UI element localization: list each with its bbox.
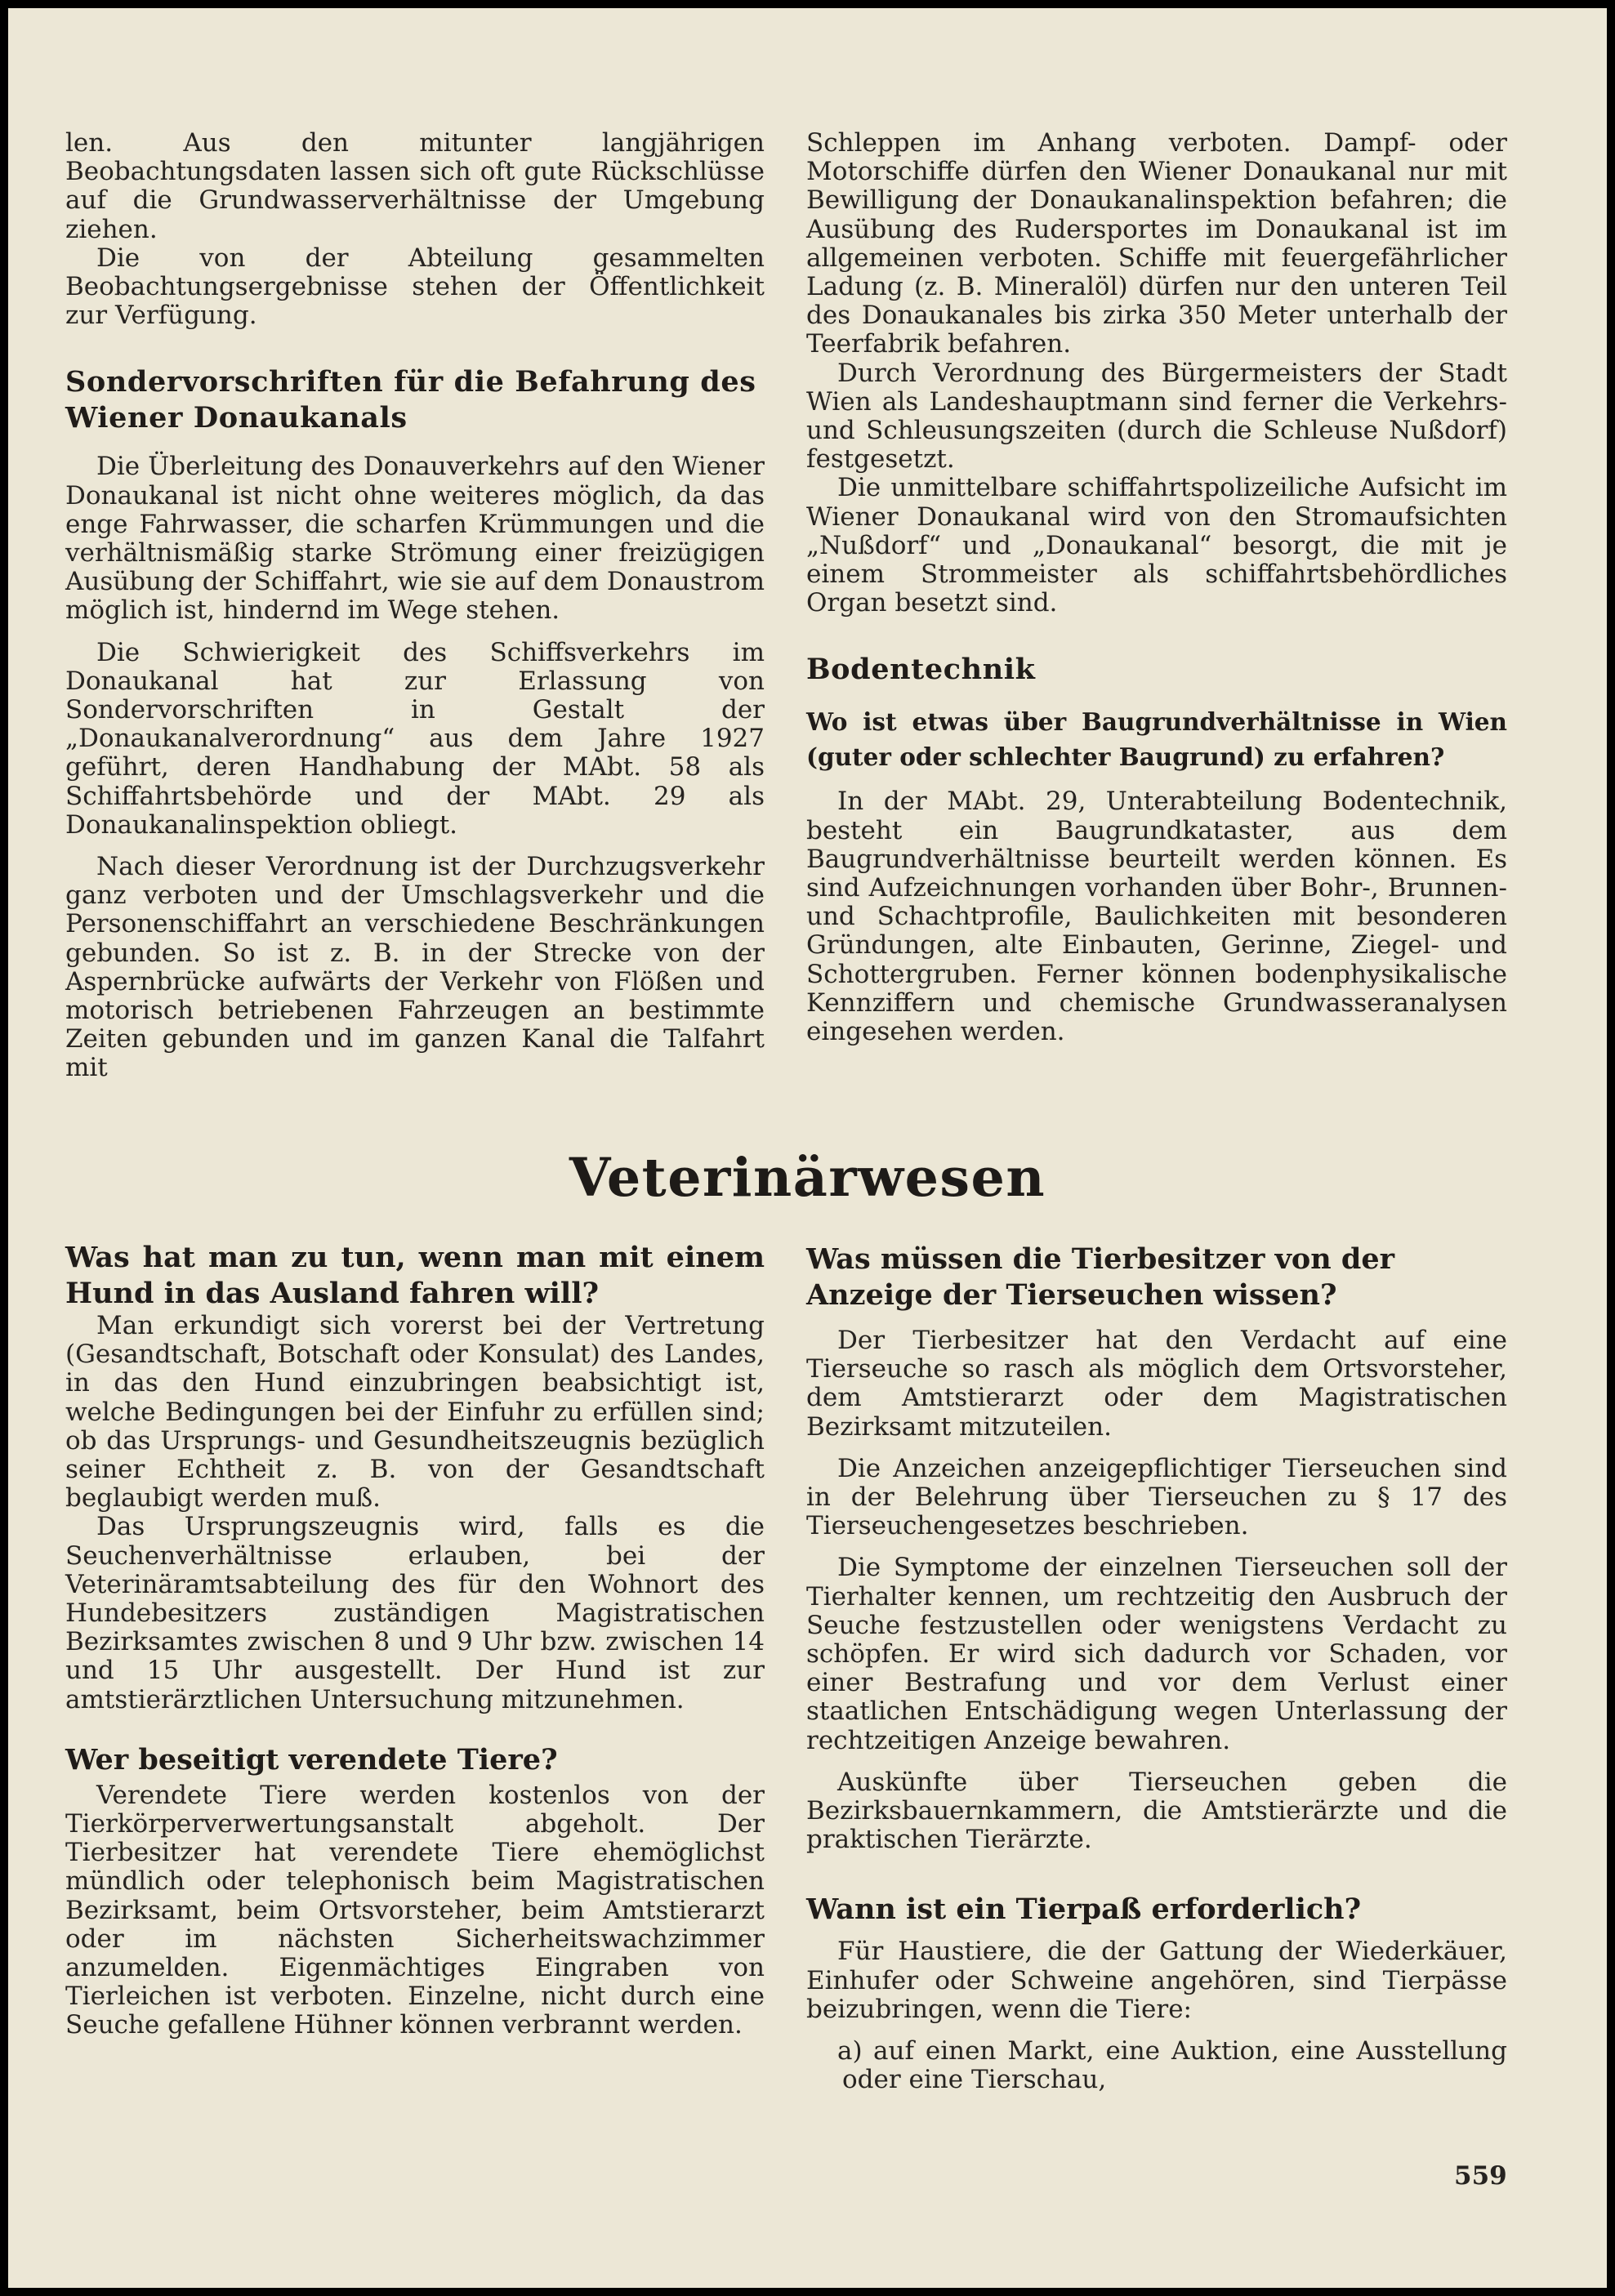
paragraph: Nach dieser Verordnung ist der Durchzugsverkehr ganz verboten und der Umschlagsverkehr und die Personenschiffahrt an verschiedene Beschränkungen gebunden. So ist z. B. in der Strecke von der Aspernbrücke aufwärts der Verkehr von Flößen und motorisch betriebenen Fahrzeugen an bestimmte Zeiten gebunden und im ganzen Kanal die Talfahrt mit xyxy=(65,852,765,1083)
paragraph: Auskünfte über Tierseuchen geben die Bezirksbauernkammern, die Amtstierärzte und die praktischen Tierärzte. xyxy=(806,1767,1507,1855)
paragraph: Durch Verordnung des Bürgermeisters der Stadt Wien als Landeshauptmann sind ferner die Verkehrs- und Schleusungszeiten (durch die Schleuse Nußdorf) festgesetzt. xyxy=(806,358,1507,475)
question-hund-ausland: Was hat man zu tun, wenn man mit einem Hund in das Ausland fahren will? xyxy=(65,1241,765,1310)
document-page xyxy=(8,8,1607,2288)
paragraph: Verendete Tiere werden kostenlos von der Tierkörperverwertungsanstalt abgeholt. Der Tierbesitzer hat verendete Tiere ehemöglichst mündlich oder telephonisch beim Magistratischen Bezirksamt, beim Ortsvorsteher, beim Amtstierarzt oder im nächsten Sicherheitswachzimmer anzumelden. Eigenmächtiges Eingraben von Tierleichen ist verboten. Einzelne, nicht durch eine Seuche gefallene Hühner können verbrannt werden. xyxy=(65,1780,765,2040)
paragraph: len. Aus den mitunter langjährigen Beobachtungsdaten lassen sich oft gute Rückschlüsse auf die Grundwasserverhältnisse der Umgebung ziehen. xyxy=(65,128,765,244)
question-verendete-tiere: Wer beseitigt verendete Tiere? xyxy=(65,1742,558,1777)
paragraph: Man erkundigt sich vorerst bei der Vertretung (Gesandtschaft, Botschaft oder Konsulat) des Landes, in das den Hund einzubringen beabsichtigt ist, welche Bedingungen bei der Einfuhr zu erfüllen sind; ob das Ursprungs- und Gesundheitszeugnis bezüglich seiner Echtheit z. B. von der Gesandtschaft beglaubigt werden muß. xyxy=(65,1311,765,1514)
list-marker: a) xyxy=(837,2036,863,2066)
paragraph: Die unmittelbare schiffahrtspolizeiliche Aufsicht im Wiener Donaukanal wird von den Stromaufsichten „Nußdorf“ und „Donaukanal“ besorgt, die mit je einem Strommeister als schiffahrtsbehördliches Organ besetzt sind. xyxy=(806,473,1507,618)
paragraph: Die Schwierigkeit des Schiffsverkehrs im Donaukanal hat zur Erlassung von Sondervorschriften in Gestalt der „Donaukanalverordnung“ aus dem Jahre 1927 geführt, deren Handhabung der MAbt. 58 als Schiffahrtsbehörde und der MAbt. 29 als Donaukanalinspektion obliegt. xyxy=(65,637,765,840)
lower-right-column xyxy=(806,1242,1507,2094)
list-item-text: auf einen Markt, eine Auktion, eine Ausstellung oder eine Tierschau, xyxy=(842,2036,1507,2095)
upper-left-column xyxy=(65,129,765,1083)
lower-left-column xyxy=(65,1240,765,2040)
section-title: Veterinärwesen xyxy=(569,1147,1046,1209)
paragraph: Die Anzeichen anzeigepflichtiger Tierseuchen sind in der Belehrung über Tierseuchen zu § 17 des Tierseuchengesetzes beschrieben. xyxy=(806,1453,1507,1541)
heading-bodentechnik: Bodentechnik xyxy=(806,653,1036,687)
question-tierseuchen: Was müssen die Tierbesitzer von der Anzeige der Tierseuchen wissen? xyxy=(806,1242,1395,1312)
page-number: 559 xyxy=(1454,2161,1507,2191)
upper-right-column xyxy=(806,129,1507,1046)
paragraph: Das Ursprungszeugnis wird, falls es die Seuchenverhältnisse erlauben, bei der Veterinäramtsabteilung des für den Wohnort des Hundebesitzers zuständigen Magistratischen Bezirksamtes zwischen 8 und 9 Uhr bzw. zwischen 14 und 15 Uhr ausgestellt. Der Hund ist zur amtstierärztlichen Untersuchung mitzunehmen. xyxy=(65,1512,765,1714)
paragraph: In der MAbt. 29, Unterabteilung Bodentechnik, besteht ein Baugrundkataster, aus dem Baugrundverhältnisse beurteilt werden können. Es sind Aufzeichnungen vorhanden über Bohr-, Brunnen- und Schachtprofile, Baulichkeiten mit besonderen Gründungen, alte Einbauten, Gerinne, Ziegel- und Schottergruben. Ferner können bodenphysikalische Kennziffern und chemische Grundwasseranalysen eingesehen werden. xyxy=(806,787,1507,1047)
list-item xyxy=(806,2037,1507,2094)
paragraph: Die von der Abteilung gesammelten Beobachtungsergebnisse stehen der Öffentlichkeit zur Verfügung. xyxy=(65,243,765,331)
paragraph: Der Tierbesitzer hat den Verdacht auf eine Tierseuche so rasch als möglich dem Ortsvorsteher, dem Amtstierarzt oder dem Magistratischen Bezirksamt mitzuteilen. xyxy=(806,1326,1507,1442)
paragraph: Schleppen im Anhang verboten. Dampf- oder Motorschiffe dürfen den Wiener Donaukanal nur mit Bewilligung der Donaukanalinspektion befahren; die Ausübung des Rudersportes im Donaukanal ist im allgemeinen verboten. Schiffe mit feuergefährlicher Ladung (z. B. Mineralöl) dürfen nur den unteren Teil des Donaukanales bis zirka 350 Meter unterhalb der Teerfabrik befahren. xyxy=(806,128,1507,359)
paragraph: Die Überleitung des Donauverkehrs auf den Wiener Donaukanal ist nicht ohne weiteres möglich, da das enge Fahrwasser, die scharfen Krümmungen und die verhältnismäßig starke Strömung einer freizügigen Ausübung der Schiffahrt, wie sie auf dem Donaustrom möglich ist, hindernd im Wege stehen. xyxy=(65,452,765,626)
paragraph: Für Haustiere, die der Gattung der Wiederkäuer, Einhufer oder Schweine angehören, sind Tierpässe beizubringen, wenn die Tiere: xyxy=(806,1937,1507,2024)
paragraph: Die Symptome der einzelnen Tierseuchen soll der Tierhalter kennen, um rechtzeitig den Ausbruch der Seuche festzustellen oder wenigstens Verdacht zu schöpfen. Er wird sich dadurch vor Schaden, vor einer Bestrafung und vor dem Verlust einer staatlichen Entschädigung wegen Unterlassung der rechtzeitigen Anzeige bewahren. xyxy=(806,1553,1507,1755)
question-baugrund: Wo ist etwas über Baugrundverhältnisse in Wien (guter oder schlechter Baugrund) zu erfahren? xyxy=(806,707,1507,772)
heading-donaukanal: Sondervorschriften für die Befahrung des Wiener Donaukanals xyxy=(65,365,756,435)
question-tierpass: Wann ist ein Tierpaß erforderlich? xyxy=(806,1893,1362,1927)
